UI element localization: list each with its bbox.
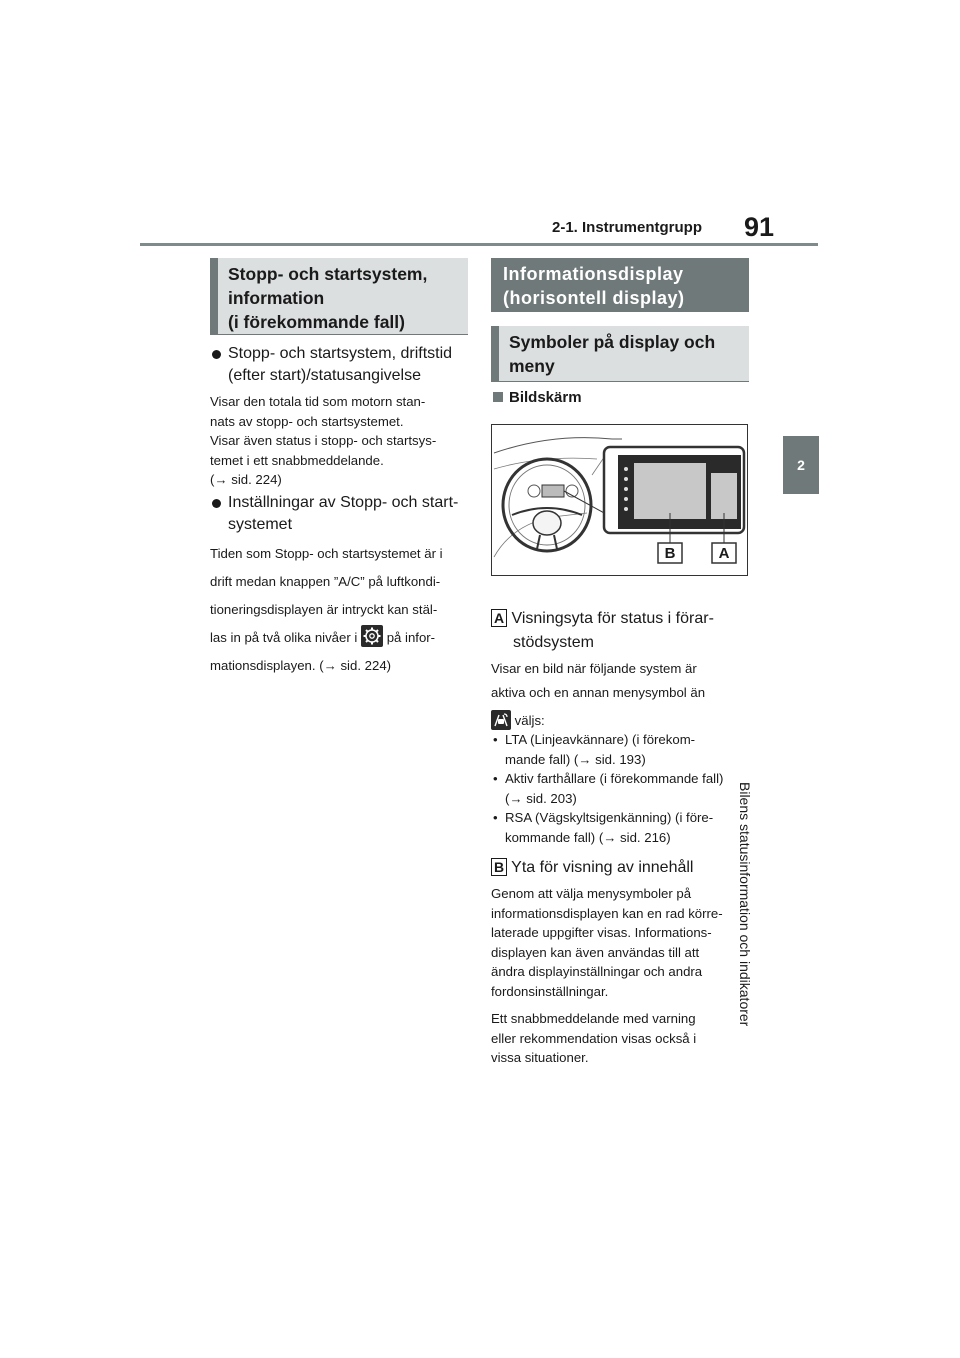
chapter-title: Bilens statusinformation och indikatorer (737, 782, 753, 1027)
text-fragment: las in på två olika nivåer i (210, 630, 358, 645)
text-fragment: på infor- (386, 630, 436, 645)
settings-description (210, 540, 472, 680)
heading-line: Symboler på display och (509, 332, 716, 352)
text-line: vissa situationer. (491, 1050, 589, 1065)
text-line: Visar den totala tid som motorn stan- (210, 394, 426, 409)
gear-settings-icon (361, 625, 383, 647)
image-title-text: Bildskärm (509, 389, 582, 406)
figure-label-b: B (664, 545, 676, 562)
section-heading-stop-start (210, 258, 468, 335)
item-a-description (491, 657, 753, 733)
page-reference-link[interactable]: (→ sid. 224) (210, 472, 282, 487)
list-item (491, 808, 753, 847)
text-line: nats av stopp- och startsystemet. (210, 413, 404, 429)
section-heading-info-display (491, 258, 749, 312)
bullet-heading-line: (efter start)/statusangivelse (228, 367, 421, 384)
bullet-dot (212, 350, 221, 359)
runtime-description (210, 392, 470, 490)
page-reference-link[interactable]: (→ sid. 203) (505, 790, 577, 806)
subsection-heading-symbols (491, 326, 749, 382)
list-item (491, 730, 753, 769)
heading-line: Informationsdisplay (503, 264, 684, 284)
bullet-heading-runtime (212, 343, 468, 387)
header-section-title: 2-1. Instrumentgrupp (552, 219, 703, 236)
text-line: Tiden som Stopp- och startsystemet är i (210, 546, 443, 561)
dashboard-illustration (492, 425, 747, 575)
bullet-heading-line: Stopp- och startsystem, driftstid (228, 345, 453, 362)
text-fragment: väljs: (514, 713, 545, 728)
text-line: ändra displayinställningar och andra (491, 964, 703, 979)
list-item (491, 769, 753, 808)
bullet-dot (212, 499, 221, 508)
heading-line: (horisontell display) (503, 288, 685, 308)
page-number: 91 (744, 212, 775, 242)
page-reference-link[interactable]: mande fall) (→ sid. 193) (505, 751, 646, 767)
page-reference-link[interactable]: mationsdisplayen. (→ sid. 224) (210, 658, 392, 673)
item-b-title: Yta för visning av innehåll (511, 859, 694, 876)
square-bullet-icon (493, 392, 503, 402)
image-section-title (493, 389, 582, 406)
heading-line: (i förekommande fall) (228, 312, 405, 332)
heading-line: meny (509, 356, 555, 376)
text-line: tioneringsdisplayen är intryckt kan stäl- (210, 602, 438, 617)
heading-line: Stopp- och startsystem, (228, 264, 428, 284)
label-box-b: B (491, 858, 507, 876)
label-box-a: A (491, 609, 507, 627)
text-line: Genom att välja menysymboler på (491, 886, 692, 901)
bullet-heading-settings (212, 492, 468, 536)
item-a-title-line: Visningsyta för status i förar- (511, 610, 714, 627)
list-item-line: • RSA (Vägskyltsigenkänning) (i före- (505, 810, 714, 825)
text-line: Visar en bild när följande system är (491, 661, 697, 676)
text-line: aktiva och en annan menysymbol än (491, 685, 706, 700)
list-item-line: • LTA (Linjeavkännare) (i förekom- (505, 732, 696, 747)
text-line: Ett snabbmeddelande med varning (491, 1011, 696, 1026)
page-reference-link[interactable]: kommande fall) (→ sid. 216) (505, 829, 671, 845)
text-line: Visar även status i stopp- och startsys- (210, 433, 437, 448)
bullet-heading-line: systemet (228, 516, 293, 533)
text-line: eller rekommendation visas också i (491, 1030, 697, 1046)
text-line: fordonsinställningar. (491, 983, 609, 999)
text-line-with-icon (210, 624, 472, 652)
item-b-heading (491, 856, 751, 880)
figure-label-a: A (718, 545, 730, 562)
item-a-heading (491, 607, 751, 655)
item-a-title-line: stödsystem (513, 634, 594, 651)
item-b-description (491, 884, 753, 1068)
system-list (491, 730, 753, 847)
text-line: displayen kan även användas till att (491, 944, 700, 960)
heading-line: information (228, 288, 325, 308)
driver-assist-icon (491, 710, 511, 730)
bullet-heading-line: Inställningar av Stopp- och start- (228, 494, 459, 511)
text-line: drift medan knappen ”A/C” på luftkondi- (210, 574, 441, 589)
list-item-line: • Aktiv farthållare (i förekommande fall) (505, 771, 724, 786)
dashboard-figure (491, 424, 748, 576)
chapter-tab[interactable]: 2 (783, 436, 819, 494)
header-rule (140, 243, 818, 246)
text-line: temet i ett snabbmeddelande. (210, 452, 384, 468)
text-line: informationsdisplayen kan en rad körre- (491, 905, 723, 921)
text-line: laterade uppgifter visas. Informations- (491, 925, 712, 940)
